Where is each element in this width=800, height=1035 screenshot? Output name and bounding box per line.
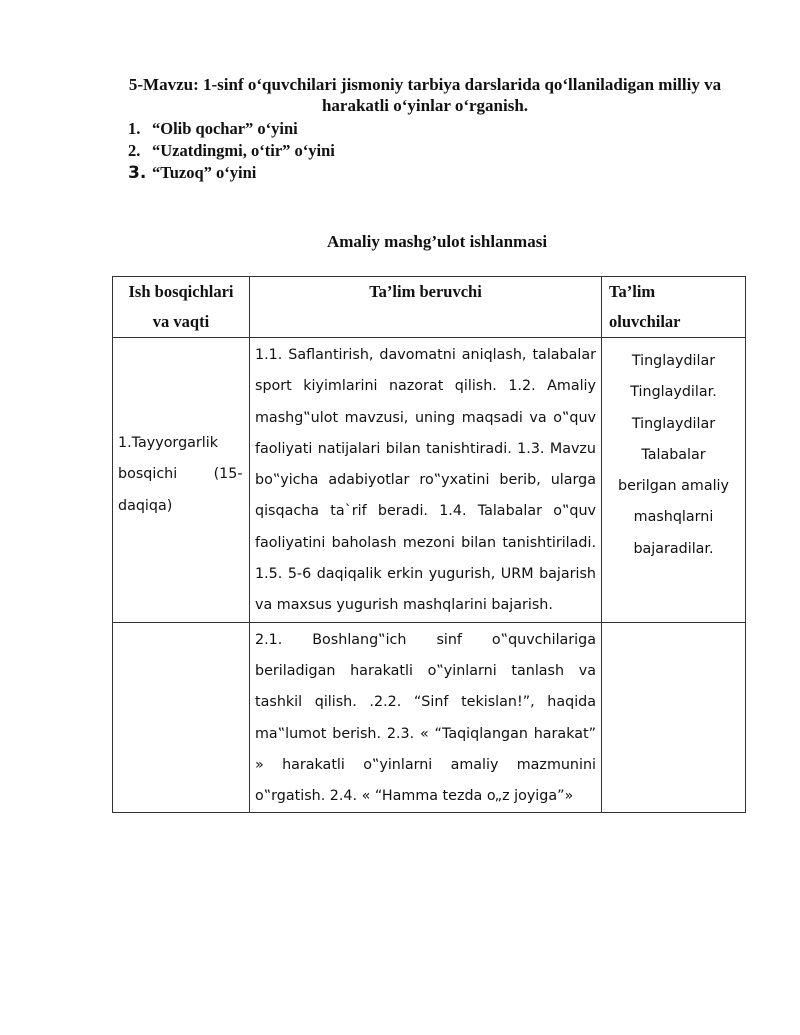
learner-line: berilgan amaliy	[618, 478, 729, 495]
topic-item	[128, 118, 335, 140]
topic-number: 3.	[128, 163, 147, 183]
topic-number: 2.	[128, 141, 141, 160]
header-time-line: va vaqti	[152, 312, 210, 331]
learner-line: Talabalar	[641, 446, 706, 463]
topic-text: “Tuzoq” o‘yini	[152, 163, 257, 182]
topic-item	[128, 140, 335, 162]
header-learners-line2: oluvchilar	[609, 312, 681, 331]
table-row	[113, 622, 746, 813]
topic-text: “Uzatdingmi, o‘tir” o‘yini	[152, 141, 335, 160]
table-row	[113, 338, 746, 623]
learner-line: mashqlarni	[633, 509, 714, 526]
stage-line: daqiqa)	[118, 497, 173, 514]
learner-activity-cell	[602, 338, 746, 623]
stage-line: 1.Tayyorgarlik	[118, 435, 219, 451]
teacher-activity-cell: 1.1. Saflantirish, davomatni aniqlash, talabalar sport kiyimlarini nazorat qilish. 1.2. Amaliy mashg‟ulot mavzusi, uning maqsadi va o‟quv faoliyati natijalari bilan tanishtiradi. 1.3. Mavzu bo‟yicha adabiyotlar ro‟yxatini berib, ularga qisqacha ta`rif beradi. 1.4. Talabalar o‟quv faoliyatini baholash mezoni bilan tanishtiriladi. 1.5. 5-6 daqiqalik erkin yugurish, URM bajarish va maxsus yugurish mashqlarini bajarish.	[250, 338, 602, 623]
stage-cell	[113, 622, 250, 813]
learner-activity-cell	[602, 622, 746, 813]
table-header-row	[113, 277, 746, 338]
header-teacher-label: Ta’lim beruvchi	[369, 282, 482, 301]
learner-line: Tinglaydilar	[631, 353, 716, 369]
stage-cell	[113, 338, 250, 623]
topic-text: “Olib qochar” o‘yini	[152, 119, 298, 138]
learner-line: Tinglaydilar	[631, 415, 716, 432]
document-title: 5-Mavzu: 1-sinf o‘quvchilari jismoniy tarbiya darslarida qo‘llaniladigan milliy va harakatli o‘yinlar o‘rganish.	[128, 75, 722, 115]
header-stage-line: Ish bosqichlari	[128, 282, 234, 301]
header-learners	[602, 277, 746, 338]
learner-line: bajaradilar.	[633, 540, 714, 557]
header-learners-line1: Ta’lim	[609, 282, 656, 301]
header-teacher	[250, 277, 602, 338]
lesson-plan-table	[112, 276, 746, 813]
header-stage-time	[113, 277, 250, 338]
learner-line: Tinglaydilar.	[630, 384, 717, 401]
teacher-activity-cell: 2.1. Boshlang‟ich sinf o‟quvchilariga beriladigan harakatli o‟yinlarni tanlash va tashkil qilish. .2.2. “Sinf tekislan!”, haqida ma‟lumot berish. 2.3. « “Taqiqlangan harakat” » harakatli o‟yinlarni amaliy mazmunini o‟rgatish. 2.4. « “Hamma tezda o„z joyiga”»	[250, 622, 602, 813]
stage-line: bosqichi (15-	[118, 466, 243, 483]
topic-number: 1.	[128, 119, 141, 138]
topic-list	[128, 118, 335, 184]
section-title: Amaliy mashg’ulot ishlanmasi	[326, 232, 548, 251]
topic-item	[128, 162, 335, 184]
